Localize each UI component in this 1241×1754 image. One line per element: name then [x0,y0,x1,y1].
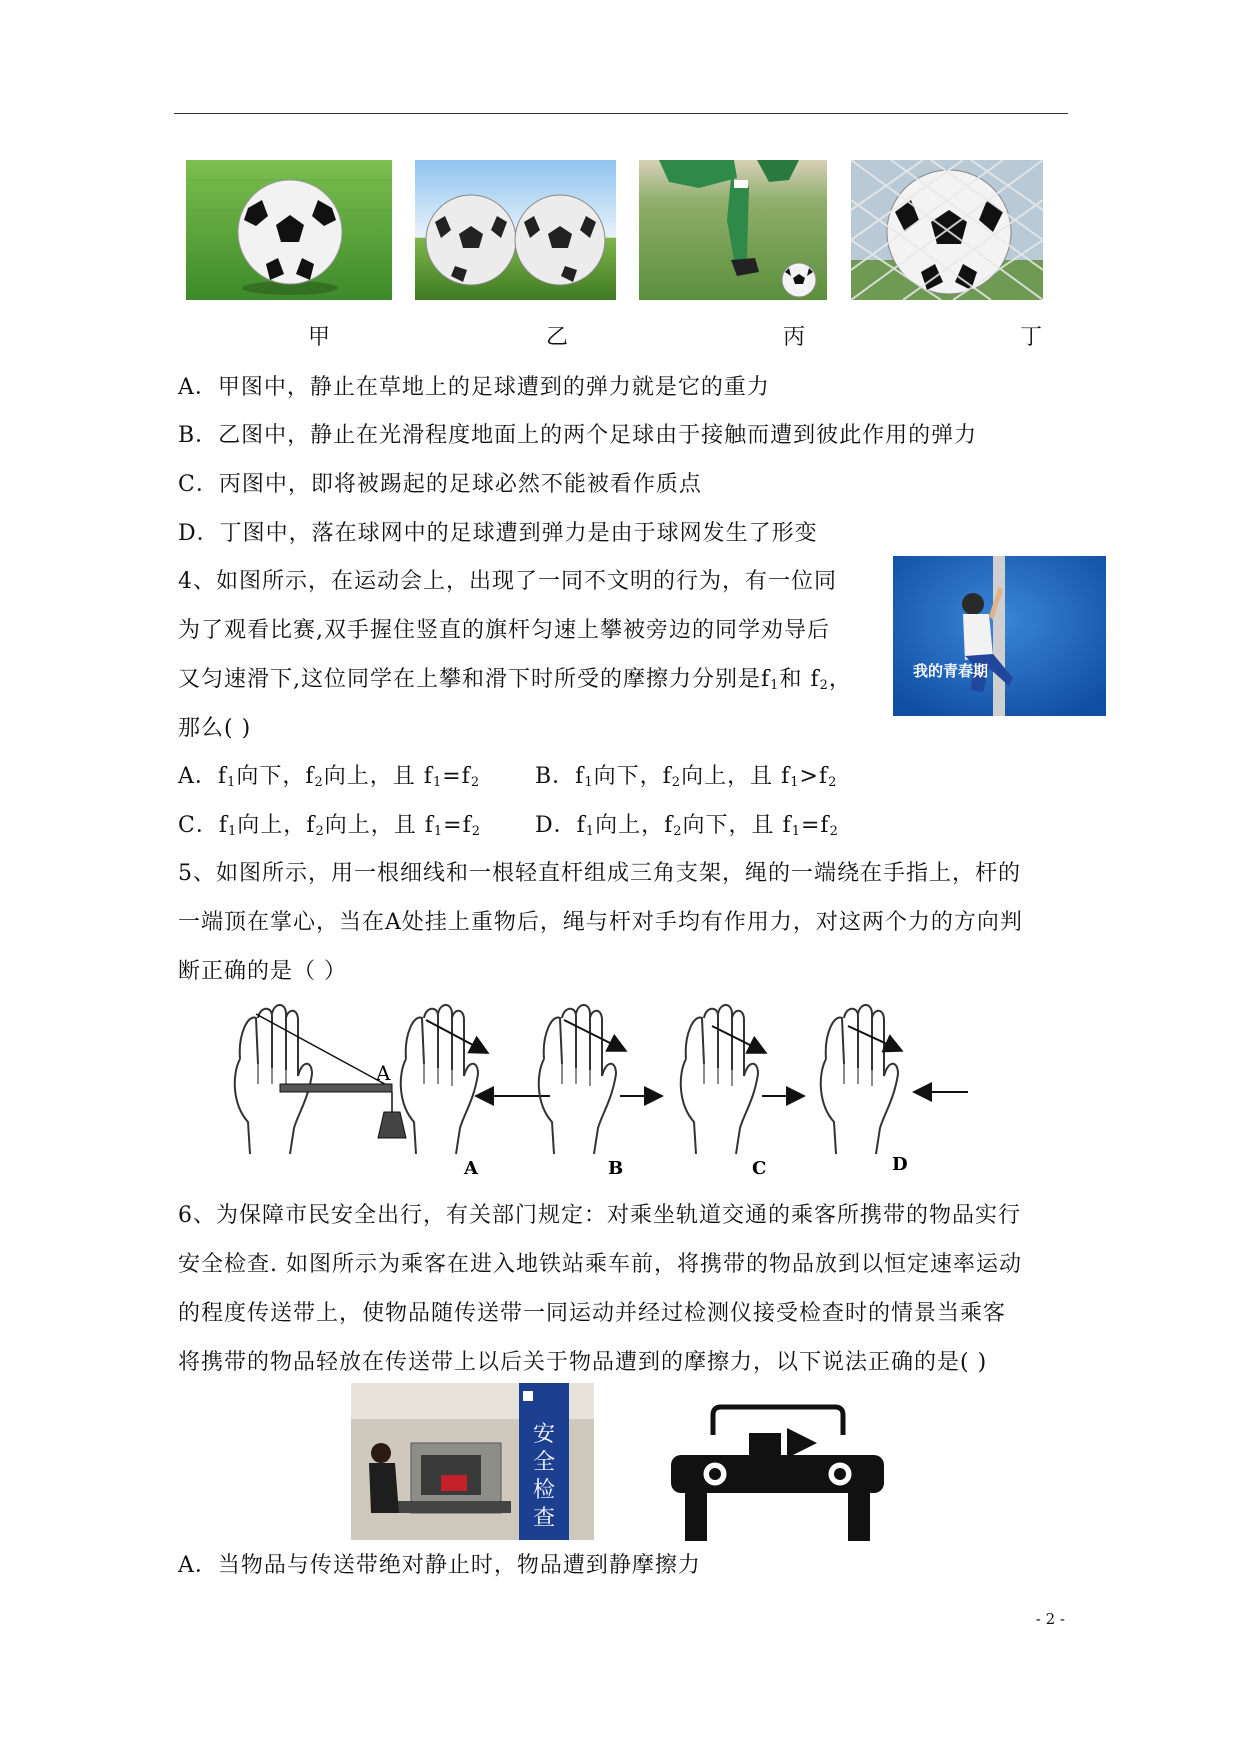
option-d-label: D [892,1154,908,1175]
q4-option-c-relation: = [443,813,463,838]
q4-option-d [535,808,839,839]
f2-subscript: 2 [673,824,683,839]
f1-symbol: f [781,764,791,789]
q4-option-a-part2: 向上，且 [323,764,424,789]
q4-option-c [178,808,481,839]
string-line [256,1014,392,1088]
f2-subscript: 2 [471,824,482,839]
hand-icon [821,1005,898,1154]
f2-subscript: 2 [819,678,829,693]
q5-stem-line3: 断正确的是（ ） [178,959,347,984]
q5-stem-line1: 5、如图所示，用一根细线和一根轻直杆组成三角支架，绳的一端绕在手指上，杆的 [178,861,1021,886]
q6-option-a: A．当物品与传送带绝对静止时，物品遭到静摩擦力 [178,1553,701,1578]
light-rod [280,1084,392,1092]
q3-option-d: D．丁图中，落在球网中的足球遭到弹力是由于球网发生了形变 [178,521,818,546]
leg-left [685,1493,707,1541]
caption-yi: 乙 [546,325,569,350]
f2-symbol: f [305,764,315,789]
f2-symbol: f [461,764,471,789]
f1-subscript: 1 [790,775,800,790]
f1-subscript: 1 [432,775,443,790]
f1-symbol: f [761,667,771,692]
f1-subscript: 1 [433,824,444,839]
f2-subscript: 2 [671,775,682,790]
page-number: - 2 - [1035,1610,1065,1628]
f1-subscript: 1 [584,775,594,790]
q4-option-b-relation: > [799,764,819,789]
f1-subscript: 1 [227,775,237,790]
weight-block [378,1112,406,1138]
q4-option-d-part2: 向下，且 [682,813,783,838]
f2-symbol: f [810,667,820,692]
f2-symbol: f [818,764,829,789]
q4-option-c-prefix: C． [178,813,219,838]
q4-option-d-relation: = [800,813,821,838]
f2-subscript: 2 [829,824,839,839]
arrow-c-string [712,1026,764,1052]
q5-stem-line2: 一端顶在掌心，当在A处挂上重物后，绳与杆对手均有作用力，对这两个力的方向判 [178,910,1023,935]
q4-stem-line2: 为了观看比赛,双手握住竖直的旗杆匀速上攀被旁边的同学劝导后 [178,618,830,643]
item-block [749,1433,781,1455]
photo-flagpole-climber [893,556,1106,716]
f1-symbol: f [575,764,585,789]
f2-subscript: 2 [828,775,838,790]
q3-option-b: B．乙图中，静止在光滑程度地面上的两个足球由于接触而遭到彼此作用的弹力 [178,423,978,448]
q4-stem-line4: 那么( ) [178,716,252,741]
q4-option-c-part1: 向上， [237,813,307,838]
option-b-label: B [608,1158,624,1179]
sign-char-4: 查 [532,1506,556,1531]
f1-subscript: 1 [791,824,801,839]
point-a-label: A [376,1061,391,1085]
conveyor-belt-diagram [665,1395,890,1545]
f2-symbol: f [820,813,830,838]
q4-option-b-part2: 向上，且 [681,764,782,789]
q4-option-d-part1: 向上， [595,813,665,838]
q6-stem-line2: 安全检查. 如图所示为乘客在进入地铁站乘车前，将携带的物品放到以恒定速率运动 [178,1252,1022,1277]
q3-option-a: A．甲图中，静止在草地上的足球遭到的弹力就是它的重力 [178,375,770,400]
q4-option-a-relation: = [442,764,462,789]
photo-caption-text: 我的青春期 [913,662,989,680]
caption-bing: 丙 [783,325,806,350]
option-c-label: C [752,1158,767,1179]
sign-char-2: 全 [532,1450,556,1475]
q4-comma: ， [828,667,852,692]
q4-option-d-prefix: D． [535,813,577,838]
f1-symbol: f [423,764,433,789]
roller-right-hub [834,1468,846,1480]
f1-subscript: 1 [770,678,780,693]
f1-subscript: 1 [585,824,596,839]
f1-symbol: f [782,813,792,838]
roller-left-hub [709,1468,721,1480]
hand-icon [681,1005,758,1154]
f2-symbol: f [306,813,316,838]
photo-bing-kicking [639,160,827,300]
f2-symbol: f [462,813,472,838]
arrow-a-string [426,1020,486,1052]
f2-subscript: 2 [314,775,324,790]
photo-yi-two-balls [415,160,616,300]
photo-ding-ball-in-net [851,160,1043,300]
q5-hands-diagram [224,996,984,1196]
sign-char-1: 安 [532,1422,556,1447]
q6-stem-line1: 6、为保障市民安全出行，有关部门规定：对乘坐轨道交通的乘客所携带的物品实行 [178,1203,1021,1228]
f1-symbol: f [424,813,434,838]
q4-stem-line1: 4、如图所示，在运动会上，出现了一同不文明的行为，有一位同 [178,569,837,594]
scanner-arch [713,1407,843,1435]
q4-option-a [178,759,480,790]
q4-and: 和 [779,667,803,692]
header-rule [174,113,1068,114]
sign-char-3: 检 [532,1478,556,1503]
q4-option-b-part1: 向下， [593,764,663,789]
f1-symbol: f [218,813,228,838]
f2-symbol: f [664,813,674,838]
q3-option-c: C．丙图中，即将被踢起的足球必然不能被看作质点 [178,472,702,497]
photo-security-check [351,1383,594,1540]
arrow-d-string [848,1026,900,1050]
q6-stem-line4: 将携带的物品轻放在传送带上以后关于物品遭到的摩擦力，以下说法正确的是( ) [178,1350,988,1375]
q4-option-b-prefix: B． [535,764,576,789]
f2-subscript: 2 [470,775,481,790]
f1-symbol: f [217,764,228,789]
q4-option-a-prefix: A． [178,764,218,789]
leg-right [848,1493,870,1541]
f2-subscript: 2 [315,824,325,839]
caption-ding: 丁 [1020,325,1043,350]
arrow-b-string [564,1020,624,1050]
option-a-label: A [464,1158,478,1179]
f2-symbol: f [662,764,672,789]
q6-stem-line3: 的程度传送带上，使物品随传送带一同运动并经过检测仪接受检查时的情景当乘客 [178,1301,1007,1326]
caption-jia: 甲 [308,325,331,350]
hand-icon [235,1005,312,1154]
q4-option-a-part1: 向下， [236,764,306,789]
f1-symbol: f [576,813,586,838]
q4-stem-line3 [178,662,852,693]
q4-stem-line3-text: 又匀速滑下,这位同学在上攀和滑下时所受的摩擦力分别是 [178,667,761,692]
q4-option-b [535,759,837,790]
f1-subscript: 1 [228,824,238,839]
photo-jia-ball-on-grass [186,160,392,300]
q4-option-c-part2: 向上，且 [324,813,425,838]
